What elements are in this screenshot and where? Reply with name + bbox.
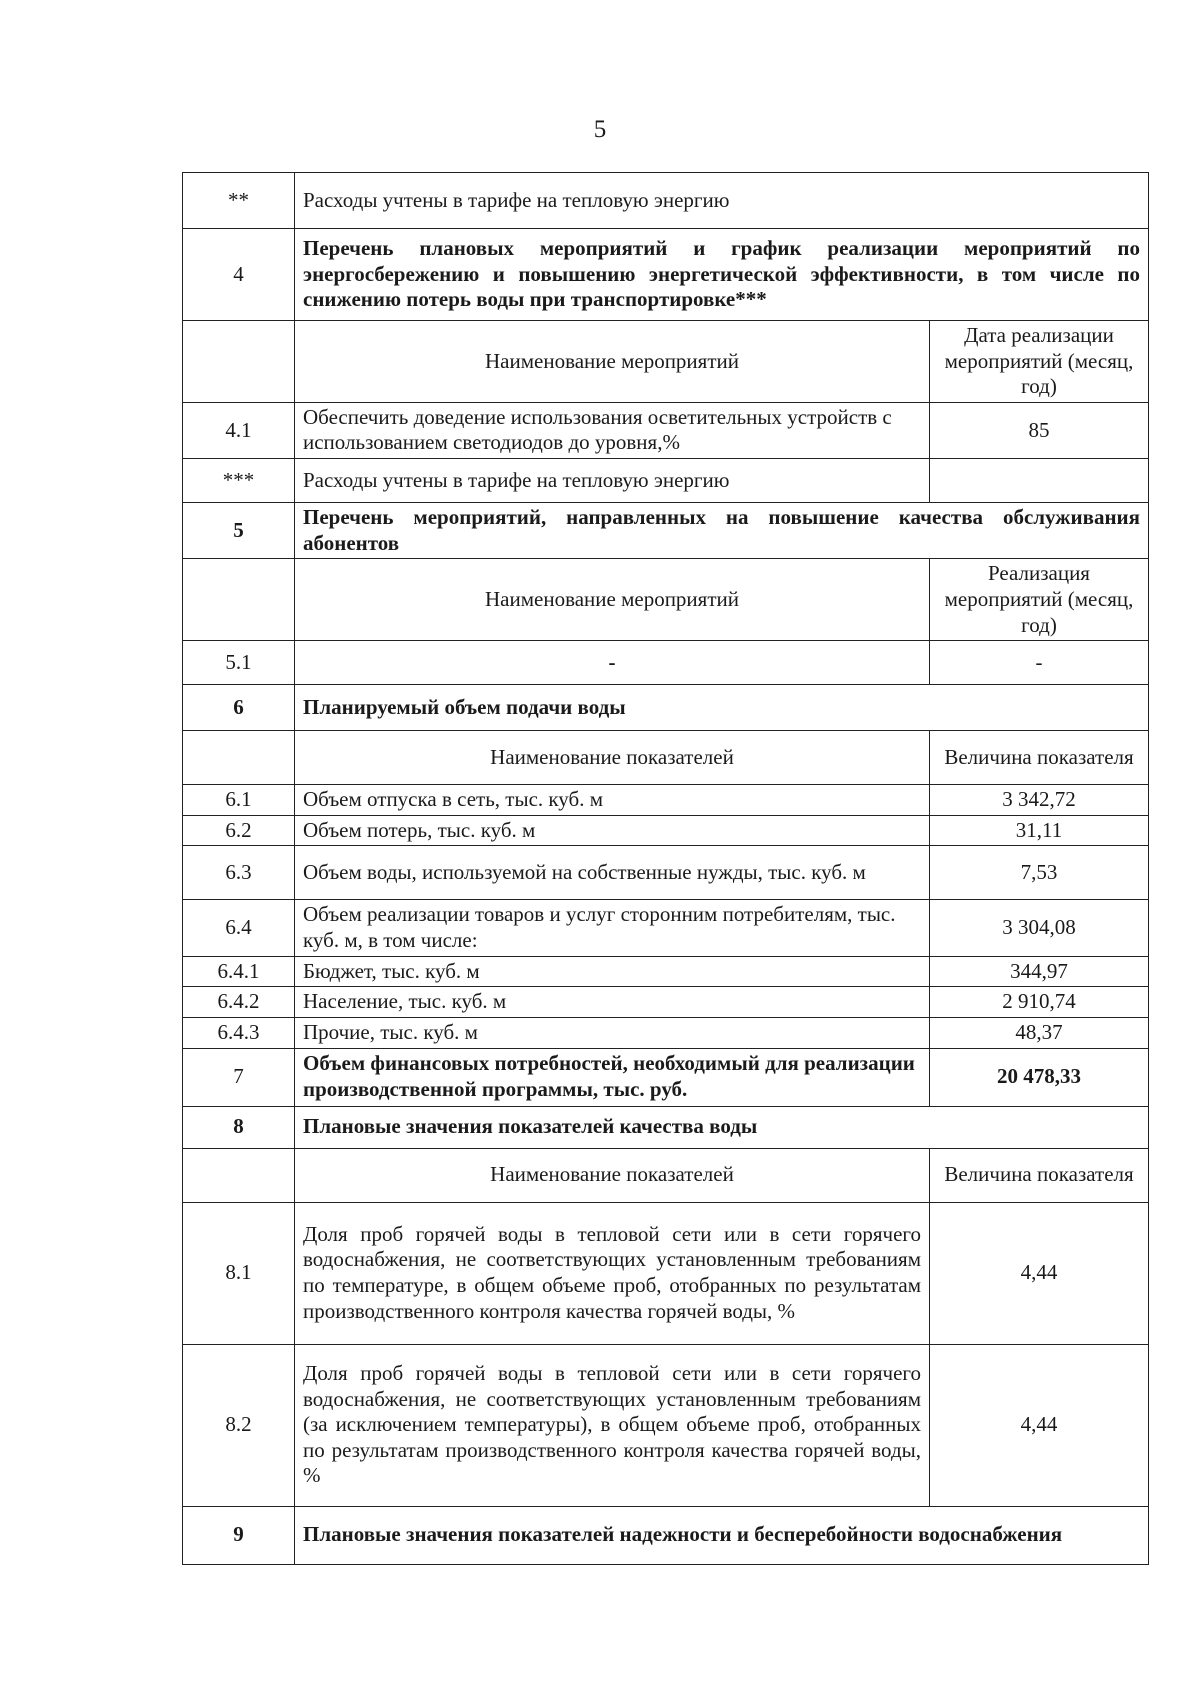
table-row	[183, 1344, 1149, 1506]
section-title: Перечень мероприятий, направленных на повышение качества обслуживания абонентов	[295, 503, 1149, 559]
row-value: 20 478,33	[930, 1048, 1149, 1106]
empty-cell	[183, 731, 295, 785]
section-title: Плановые значения показателей качества воды	[295, 1106, 1149, 1148]
empty-cell	[183, 559, 295, 641]
row-number: 8.2	[183, 1344, 295, 1506]
value-column-header: Величина показателя	[930, 1148, 1149, 1202]
empty-cell	[183, 1148, 295, 1202]
row-value: 7,53	[930, 846, 1149, 900]
row-text: -	[295, 641, 930, 685]
row-number: 4.1	[183, 402, 295, 458]
row-text: Объем воды, используемой на собственные нужды, тыс. куб. м	[295, 846, 930, 900]
table-row	[183, 459, 1149, 503]
row-text: Расходы учтены в тарифе на тепловую энергию	[295, 173, 1149, 229]
section-number: 4	[183, 229, 295, 321]
empty-cell	[183, 321, 295, 403]
page-number: 5	[593, 116, 607, 143]
row-value: 3 342,72	[930, 785, 1149, 816]
table-row	[183, 1017, 1149, 1048]
section-number: 6	[183, 685, 295, 731]
section-number: 8	[183, 1106, 295, 1148]
program-table	[182, 172, 1149, 1565]
row-number: 6.4.3	[183, 1017, 295, 1048]
table-row	[183, 641, 1149, 685]
row-number: 6.2	[183, 815, 295, 846]
row-value: 2 910,74	[930, 987, 1149, 1018]
row-number: ***	[183, 459, 295, 503]
section-title: Планируемый объем подачи воды	[295, 685, 1149, 731]
row-text: Объем потерь, тыс. куб. м	[295, 815, 930, 846]
row-text: Обеспечить доведение использования осветительных устройств с использованием светодиодов до уровня,%	[295, 402, 930, 458]
table-row	[183, 987, 1149, 1018]
table-row	[183, 846, 1149, 900]
row-number: 6.4	[183, 900, 295, 956]
empty-cell	[930, 459, 1149, 503]
row-number: 6.4.2	[183, 987, 295, 1018]
section-row	[183, 503, 1149, 559]
row-number: 6.4.1	[183, 956, 295, 987]
section-number: 9	[183, 1506, 295, 1564]
table-row	[183, 900, 1149, 956]
name-column-header: Наименование показателей	[295, 1148, 930, 1202]
row-text: Население, тыс. куб. м	[295, 987, 930, 1018]
table-row	[183, 785, 1149, 816]
row-text: Доля проб горячей воды в тепловой сети или в сети горячего водоснабжения, не соответствующих установленным требованиям (за исключением температуры), в общем объеме проб, отобранных по результатам производственного контроля качества горячей воды, %	[295, 1344, 930, 1506]
row-text: Доля проб горячей воды в тепловой сети или в сети горячего водоснабжения, не соответствующих установленным требованиям по температуре, в общем объеме проб, отобранных по результатам производственного контроля качества горячей воды, %	[295, 1202, 930, 1344]
row-number: 8.1	[183, 1202, 295, 1344]
row-text: Бюджет, тыс. куб. м	[295, 956, 930, 987]
row-text: Объем реализации товаров и услуг сторонним потребителям, тыс. куб. м, в том числе:	[295, 900, 930, 956]
row-text: Объем отпуска в сеть, тыс. куб. м	[295, 785, 930, 816]
table-row	[183, 402, 1149, 458]
row-value: -	[930, 641, 1149, 685]
row-value: 48,37	[930, 1017, 1149, 1048]
section-row	[183, 1506, 1149, 1564]
row-number: 6.3	[183, 846, 295, 900]
row-value: 85	[930, 402, 1149, 458]
section-row	[183, 685, 1149, 731]
row-number: 5.1	[183, 641, 295, 685]
row-number: 7	[183, 1048, 295, 1106]
value-column-header: Дата реализации мероприятий (месяц, год)	[930, 321, 1149, 403]
row-text: Объем финансовых потребностей, необходимый для реализации производственной программы, тыс. руб.	[295, 1048, 930, 1106]
section-row	[183, 229, 1149, 321]
name-column-header: Наименование мероприятий	[295, 321, 930, 403]
value-column-header: Величина показателя	[930, 731, 1149, 785]
table-row	[183, 815, 1149, 846]
section-title: Плановые значения показателей надежности и бесперебойности водоснабжения	[295, 1506, 1149, 1564]
name-column-header: Наименование показателей	[295, 731, 930, 785]
section-number: 5	[183, 503, 295, 559]
row-number: 6.1	[183, 785, 295, 816]
table-row	[183, 956, 1149, 987]
row-value: 4,44	[930, 1344, 1149, 1506]
table-row	[183, 1048, 1149, 1106]
column-header-row	[183, 321, 1149, 403]
row-text: Расходы учтены в тарифе на тепловую энергию	[295, 459, 930, 503]
row-number: **	[183, 173, 295, 229]
row-value: 4,44	[930, 1202, 1149, 1344]
table-row	[183, 173, 1149, 229]
column-header-row	[183, 559, 1149, 641]
row-value: 3 304,08	[930, 900, 1149, 956]
name-column-header: Наименование мероприятий	[295, 559, 930, 641]
column-header-row	[183, 731, 1149, 785]
section-title: Перечень плановых мероприятий и график реализации мероприятий по энергосбережению и повышению энергетической эффективности, в том числе по снижению потерь воды при транспортировке***	[295, 229, 1149, 321]
table-row	[183, 1202, 1149, 1344]
column-header-row	[183, 1148, 1149, 1202]
row-value: 344,97	[930, 956, 1149, 987]
section-row	[183, 1106, 1149, 1148]
row-text: Прочие, тыс. куб. м	[295, 1017, 930, 1048]
row-value: 31,11	[930, 815, 1149, 846]
value-column-header: Реализация мероприятий (месяц, год)	[930, 559, 1149, 641]
